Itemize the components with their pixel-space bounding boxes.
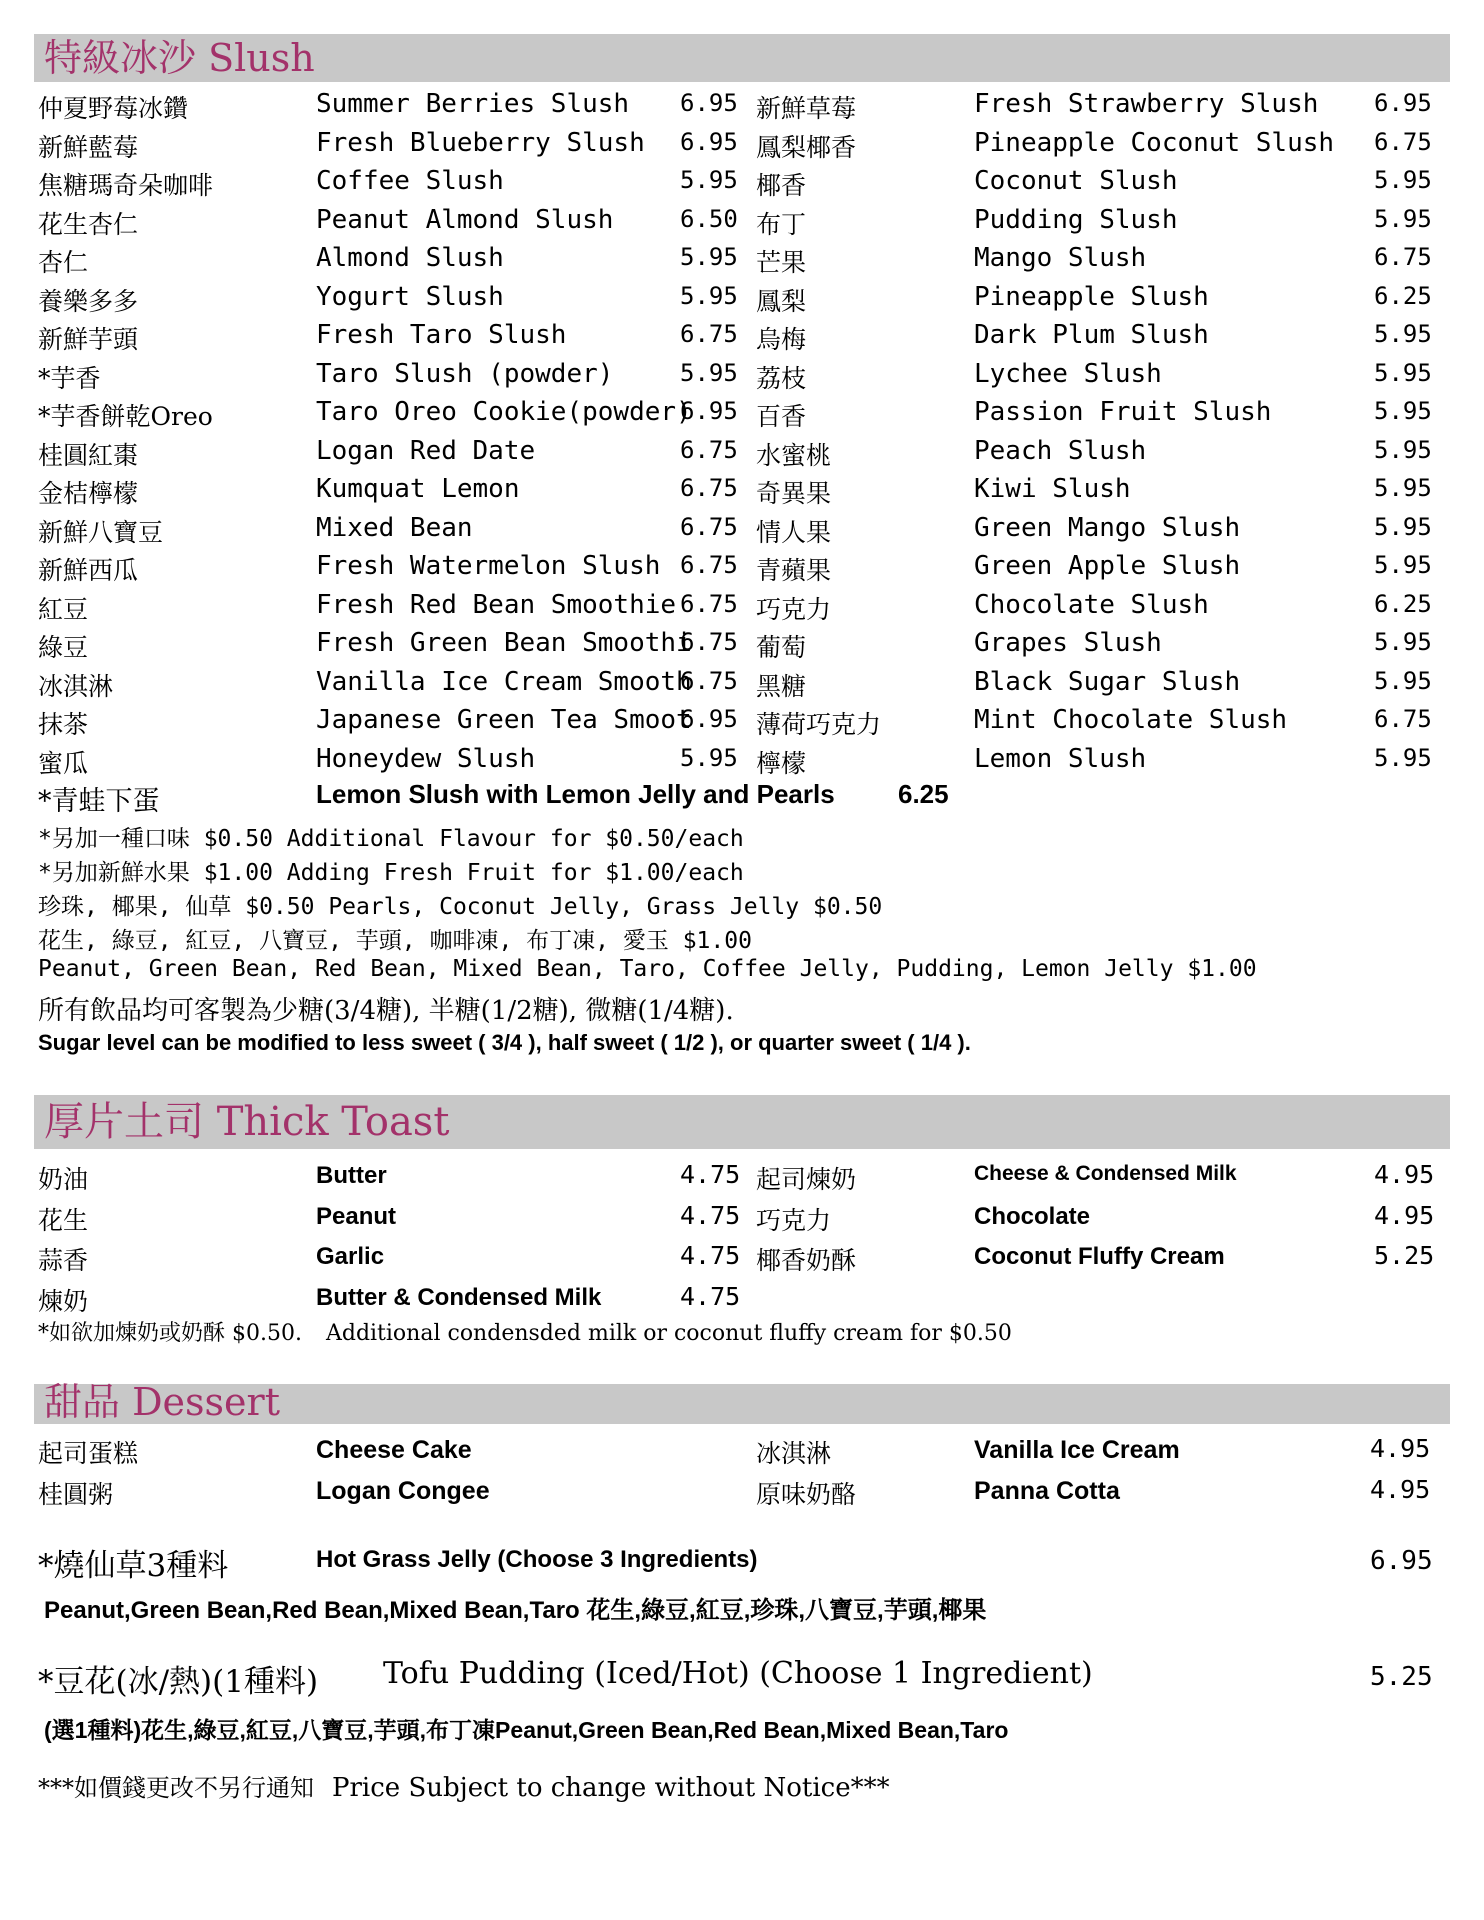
item-name-cn: 綠豆 bbox=[38, 633, 89, 662]
slush-item-row bbox=[756, 128, 1446, 166]
item-price: 6.95 bbox=[680, 397, 738, 425]
item-price: 6.95 bbox=[680, 705, 738, 733]
item-price: 6.95 bbox=[680, 127, 738, 156]
slush-item-row bbox=[38, 320, 738, 358]
slush-special-en: Lemon Slush with Lemon Jelly and Pearls bbox=[316, 779, 835, 809]
dessert-title: 甜品 Dessert bbox=[44, 1380, 280, 1424]
slush-item-row bbox=[756, 667, 1446, 705]
item-price: 4.75 bbox=[680, 1160, 741, 1189]
item-name-cn: *芋香餅乾Oreo bbox=[38, 402, 213, 431]
slush-note-1: *另加一種口味 $0.50 Additional Flavour for $0.50/each bbox=[38, 826, 744, 852]
slush-item-row bbox=[756, 513, 1446, 551]
item-name-en: Peanut Almond Slush bbox=[316, 204, 614, 235]
price-footer bbox=[38, 1768, 890, 1803]
item-price: 5.95 bbox=[1374, 204, 1432, 233]
item-price: 6.75 bbox=[680, 589, 738, 618]
slush-item-row bbox=[756, 359, 1446, 397]
item-name-cn: 鳳梨椰香 bbox=[756, 132, 857, 162]
slush-note-5: Peanut, Green Bean, Red Bean, Mixed Bean, Taro, Coffee Jelly, Pudding, Lemon Jelly $1.00 bbox=[38, 956, 1257, 982]
slush-item-row bbox=[756, 590, 1446, 628]
toast-item-row bbox=[38, 1281, 741, 1320]
item-price: 6.75 bbox=[680, 474, 738, 502]
toast-item-row bbox=[38, 1160, 741, 1198]
item-price: 6.75 bbox=[680, 435, 738, 464]
slush-item-row bbox=[38, 205, 738, 243]
item-name-en: Taro Slush (powder) bbox=[316, 358, 614, 389]
item-name-en: Cheese Cake bbox=[316, 1436, 472, 1464]
item-name-cn: 焦糖瑪奇朵咖啡 bbox=[38, 171, 214, 200]
item-name-en: Coffee Slush bbox=[316, 166, 504, 196]
slush-item-row bbox=[38, 282, 738, 320]
item-price: 5.95 bbox=[1374, 358, 1432, 387]
toast-item-row bbox=[756, 1160, 1446, 1198]
toast-note bbox=[38, 1316, 1012, 1347]
item-name-cn: 青蘋果 bbox=[756, 556, 832, 585]
slush-note-3: 珍珠, 椰果, 仙草 $0.50 Pearls, Coconut Jelly, Grass Jelly $0.50 bbox=[38, 894, 883, 920]
dessert-item-row bbox=[38, 1475, 738, 1513]
toast-title: 厚片土司 Thick Toast bbox=[44, 1099, 450, 1145]
dessert-item-row bbox=[38, 1434, 738, 1472]
item-name-en: Lychee Slush bbox=[974, 358, 1162, 389]
slush-item-row bbox=[756, 436, 1446, 474]
item-price: 6.75 bbox=[680, 320, 738, 348]
tofu-pudding-row bbox=[38, 1656, 1438, 1700]
item-name-en: Coconut Fluffy Cream bbox=[974, 1243, 1225, 1270]
item-price: 6.75 bbox=[1374, 705, 1432, 733]
item-name-en: Kumquat Lemon bbox=[316, 474, 520, 504]
toast-note-cn: *如欲加煉奶或奶酥 $0.50. bbox=[38, 1321, 302, 1346]
item-name-cn: 煉奶 bbox=[38, 1286, 89, 1316]
item-name-en: Black Sugar Slush bbox=[974, 666, 1241, 697]
item-name-cn: 新鮮藍莓 bbox=[38, 132, 139, 162]
item-name-en: Green Mango Slush bbox=[974, 512, 1241, 543]
dessert-header-bar bbox=[34, 1380, 1450, 1424]
item-price: 6.50 bbox=[680, 204, 738, 233]
item-name-en: Fresh Strawberry Slush bbox=[974, 89, 1319, 119]
slush-item-row bbox=[38, 513, 738, 551]
item-price: 5.95 bbox=[1374, 166, 1432, 194]
item-name-en: Garlic bbox=[316, 1243, 385, 1270]
item-price: 6.75 bbox=[1374, 243, 1432, 271]
item-name-cn: 百香 bbox=[756, 402, 807, 431]
item-name-cn: 情人果 bbox=[756, 517, 832, 547]
toast-item-row bbox=[756, 1201, 1446, 1239]
slush-note-2: *另加新鮮水果 $1.00 Adding Fresh Fruit for $1.00/each bbox=[38, 860, 744, 886]
item-price: 6.25 bbox=[1374, 281, 1432, 310]
slush-note-4: 花生, 綠豆, 紅豆, 八寶豆, 芋頭, 咖啡凍, 布丁凍, 愛玉 $1.00 bbox=[38, 928, 752, 954]
toast-header-bar bbox=[34, 1095, 1450, 1149]
dessert-item-row bbox=[756, 1475, 1446, 1513]
item-price: 5.25 bbox=[1374, 1241, 1435, 1270]
item-name-en: Butter & Condensed Milk bbox=[316, 1283, 602, 1311]
item-name-cn: 奇異果 bbox=[756, 479, 832, 508]
slush-item-row bbox=[756, 282, 1446, 320]
item-name-en: Dark Plum Slush bbox=[974, 320, 1209, 350]
item-price: 5.95 bbox=[1374, 551, 1432, 579]
toast-item-row bbox=[38, 1241, 741, 1279]
item-price: 4.75 bbox=[680, 1200, 741, 1230]
grass-jelly-cn: *燒仙草3種料 bbox=[38, 1548, 229, 1584]
item-price: 6.95 bbox=[1374, 89, 1432, 117]
slush-title: 特級冰沙 Slush bbox=[44, 36, 315, 80]
slush-item-row bbox=[38, 474, 738, 512]
price-footer-en: Price Subject to change without Notice*** bbox=[332, 1773, 890, 1803]
toast-item-row bbox=[756, 1241, 1446, 1279]
item-name-en: Mixed Bean bbox=[316, 512, 473, 543]
sugar-level-cn: 所有飲品均可客製為少糖(3/4糖), 半糖(1/2糖), 微糖(1/4糖). bbox=[38, 996, 734, 1026]
item-price: 6.95 bbox=[680, 89, 738, 117]
item-price: 6.75 bbox=[680, 628, 738, 656]
item-price: 5.95 bbox=[680, 358, 738, 387]
item-name-en: Fresh Red Bean Smoothie bbox=[316, 589, 677, 620]
item-price: 5.95 bbox=[680, 166, 738, 194]
slush-item-row bbox=[38, 551, 738, 589]
slush-item-row bbox=[38, 89, 738, 127]
slush-item-row bbox=[38, 436, 738, 474]
slush-item-row bbox=[38, 667, 738, 705]
item-name-en: Green Apple Slush bbox=[974, 551, 1241, 581]
item-name-cn: 花生杏仁 bbox=[38, 209, 139, 239]
item-price: 5.95 bbox=[1374, 512, 1432, 541]
slush-item-row bbox=[756, 205, 1446, 243]
item-price: 5.95 bbox=[1374, 628, 1432, 656]
item-price: 4.95 bbox=[1374, 1160, 1435, 1189]
item-price: 4.95 bbox=[1374, 1200, 1435, 1230]
item-price: 5.95 bbox=[1374, 397, 1432, 425]
item-name-cn: 新鮮芋頭 bbox=[38, 325, 139, 354]
item-price: 5.95 bbox=[1374, 474, 1432, 502]
item-name-en: Fresh Green Bean Smoothi bbox=[316, 628, 692, 658]
slush-item-row bbox=[756, 243, 1446, 281]
item-name-cn: 起司蛋糕 bbox=[38, 1439, 139, 1468]
item-name-en: Lemon Slush bbox=[974, 743, 1147, 774]
slush-item-row bbox=[756, 320, 1446, 358]
item-name-cn: *芋香 bbox=[38, 363, 101, 393]
item-name-cn: 葡萄 bbox=[756, 633, 807, 662]
slush-item-row bbox=[38, 128, 738, 166]
item-name-cn: 烏梅 bbox=[756, 325, 807, 354]
item-name-cn: 仲夏野莓冰鑽 bbox=[38, 94, 189, 123]
slush-item-row bbox=[38, 590, 738, 628]
grass-jelly-en: Hot Grass Jelly (Choose 3 Ingredients) bbox=[316, 1546, 758, 1573]
slush-item-row bbox=[38, 628, 738, 666]
item-name-en: Grapes Slush bbox=[974, 628, 1162, 658]
item-name-en: Taro Oreo Cookie(powder) bbox=[316, 397, 692, 427]
item-name-en: Fresh Taro Slush bbox=[316, 320, 567, 350]
slush-item-row bbox=[756, 744, 1446, 782]
item-price: 4.95 bbox=[1370, 1434, 1431, 1463]
grass-jelly-options: Peanut,Green Bean,Red Bean,Mixed Bean,Taro 花生,綠豆,紅豆,珍珠,八寶豆,芋頭,椰果 bbox=[44, 1597, 987, 1624]
item-name-en: Logan Red Date bbox=[316, 435, 536, 466]
item-name-cn: 椰香 bbox=[756, 171, 807, 200]
item-name-cn: 薄荷巧克力 bbox=[756, 710, 882, 739]
item-price: 4.75 bbox=[680, 1241, 741, 1270]
item-name-cn: 冰淇淋 bbox=[38, 671, 114, 701]
item-name-cn: 檸檬 bbox=[756, 748, 807, 778]
tofu-pudding-options: (選1種料)花生,綠豆,紅豆,八寶豆,芋頭,布丁凍Peanut,Green Bean,Red Bean,Mixed Bean,Taro bbox=[44, 1717, 1009, 1743]
tofu-pudding-en: Tofu Pudding (Iced/Hot) (Choose 1 Ingredient) bbox=[383, 1656, 1093, 1691]
slush-header-bar bbox=[34, 34, 1450, 82]
item-name-cn: 新鮮西瓜 bbox=[38, 556, 139, 585]
item-name-en: Summer Berries Slush bbox=[316, 89, 630, 119]
slush-item-row bbox=[756, 474, 1446, 512]
slush-item-row bbox=[38, 359, 738, 397]
item-name-en: Fresh Watermelon Slush bbox=[316, 551, 661, 581]
item-price: 5.95 bbox=[680, 743, 738, 772]
item-name-en: Passion Fruit Slush bbox=[974, 397, 1272, 427]
item-name-en: Yogurt Slush bbox=[316, 281, 504, 312]
item-name-en: Kiwi Slush bbox=[974, 474, 1131, 504]
item-name-cn: 蒜香 bbox=[38, 1246, 89, 1275]
toast-item-row bbox=[38, 1200, 741, 1239]
item-name-en: Vanilla Ice Cream Smooth bbox=[316, 666, 692, 697]
item-price: 5.95 bbox=[1374, 320, 1432, 348]
item-name-cn: 鳳梨 bbox=[756, 286, 807, 316]
slush-special-row bbox=[38, 779, 1038, 817]
item-name-en: Mint Chocolate Slush bbox=[974, 705, 1288, 735]
price-footer-cn: ***如價錢更改不另行通知 bbox=[38, 1774, 314, 1802]
item-name-en: Pineapple Coconut Slush bbox=[974, 127, 1335, 158]
item-name-cn: 奶油 bbox=[38, 1165, 89, 1194]
item-name-cn: 新鮮八寶豆 bbox=[38, 517, 164, 547]
item-name-cn: 杏仁 bbox=[38, 248, 89, 277]
item-name-cn: 黑糖 bbox=[756, 671, 807, 701]
slush-item-row bbox=[756, 551, 1446, 589]
item-price: 6.25 bbox=[1374, 589, 1432, 618]
item-name-cn: 抹茶 bbox=[38, 710, 89, 739]
item-name-cn: 芒果 bbox=[756, 248, 807, 277]
item-name-cn: 養樂多多 bbox=[38, 286, 139, 316]
slush-item-row bbox=[756, 705, 1446, 743]
item-name-en: Fresh Blueberry Slush bbox=[316, 127, 645, 158]
slush-special-price: 6.25 bbox=[898, 779, 949, 809]
item-price: 5.95 bbox=[680, 281, 738, 310]
item-price: 5.95 bbox=[1374, 435, 1432, 464]
item-name-en: Chocolate bbox=[974, 1202, 1091, 1230]
item-name-en: Vanilla Ice Cream bbox=[974, 1436, 1180, 1464]
item-name-cn: 布丁 bbox=[756, 209, 807, 239]
item-name-en: Almond Slush bbox=[316, 243, 504, 273]
item-price: 6.75 bbox=[680, 551, 738, 579]
slush-special-cn: *青蛙下蛋 bbox=[38, 786, 160, 817]
item-name-en: Butter bbox=[316, 1162, 387, 1189]
item-name-cn: 原味奶酪 bbox=[756, 1479, 857, 1509]
item-name-en: Coconut Slush bbox=[974, 166, 1178, 196]
item-name-en: Pudding Slush bbox=[974, 204, 1178, 235]
toast-note-en: Additional condensded milk or coconut fluffy cream for $0.50 bbox=[325, 1321, 1012, 1346]
item-name-cn: 桂圓粥 bbox=[38, 1479, 114, 1509]
tofu-pudding-cn: *豆花(冰/熱)(1種料) bbox=[38, 1664, 319, 1700]
item-name-cn: 金桔檸檬 bbox=[38, 479, 139, 508]
item-name-en: Japanese Green Tea Smoot bbox=[316, 705, 692, 735]
item-name-cn: 新鮮草莓 bbox=[756, 94, 857, 123]
item-name-en: Mango Slush bbox=[974, 243, 1147, 273]
item-name-cn: 蜜瓜 bbox=[38, 748, 89, 778]
slush-item-row bbox=[38, 397, 738, 435]
sugar-level-en: Sugar level can be modified to less sweet ( 3/4 ), half sweet ( 1/2 ), or quarter sweet ( 1/4 ). bbox=[38, 1030, 971, 1055]
item-name-cn: 椰香奶酥 bbox=[756, 1246, 857, 1275]
item-name-en: Chocolate Slush bbox=[974, 589, 1209, 620]
item-name-cn: 水蜜桃 bbox=[756, 440, 832, 470]
item-price: 5.95 bbox=[1374, 743, 1432, 772]
item-price: 5.95 bbox=[680, 243, 738, 271]
item-name-cn: 巧克力 bbox=[756, 594, 832, 624]
slush-item-row bbox=[756, 166, 1446, 204]
item-name-cn: 巧克力 bbox=[756, 1205, 832, 1235]
slush-item-row bbox=[38, 243, 738, 281]
dessert-item-row bbox=[756, 1434, 1446, 1472]
slush-item-row bbox=[38, 705, 738, 743]
item-name-en: Cheese & Condensed Milk bbox=[974, 1162, 1237, 1185]
item-price: 6.75 bbox=[680, 666, 738, 695]
item-name-en: Peanut bbox=[316, 1202, 397, 1230]
item-name-en: Panna Cotta bbox=[974, 1476, 1120, 1505]
item-name-cn: 花生 bbox=[38, 1205, 89, 1235]
slush-item-row bbox=[38, 166, 738, 204]
slush-item-row bbox=[756, 628, 1446, 666]
grass-jelly-row bbox=[38, 1540, 1438, 1584]
item-name-cn: 桂圓紅棗 bbox=[38, 440, 139, 470]
slush-item-row bbox=[756, 397, 1446, 435]
item-name-en: Logan Congee bbox=[316, 1476, 490, 1505]
item-price: 5.95 bbox=[1374, 666, 1432, 695]
item-price: 4.95 bbox=[1370, 1474, 1431, 1504]
item-name-cn: 起司煉奶 bbox=[756, 1165, 857, 1194]
item-name-en: Peach Slush bbox=[974, 435, 1147, 466]
item-name-cn: 冰淇淋 bbox=[756, 1439, 832, 1468]
grass-jelly-price: 6.95 bbox=[1370, 1546, 1433, 1576]
item-name-cn: 紅豆 bbox=[38, 594, 89, 624]
item-name-cn: 荔枝 bbox=[756, 363, 807, 393]
item-price: 6.75 bbox=[680, 512, 738, 541]
item-price: 6.75 bbox=[1374, 127, 1432, 156]
tofu-pudding-price: 5.25 bbox=[1370, 1662, 1433, 1692]
item-price: 4.75 bbox=[680, 1281, 741, 1311]
item-name-en: Pineapple Slush bbox=[974, 281, 1209, 312]
slush-item-row bbox=[756, 89, 1446, 127]
item-name-en: Honeydew Slush bbox=[316, 743, 536, 774]
slush-item-row bbox=[38, 744, 738, 782]
